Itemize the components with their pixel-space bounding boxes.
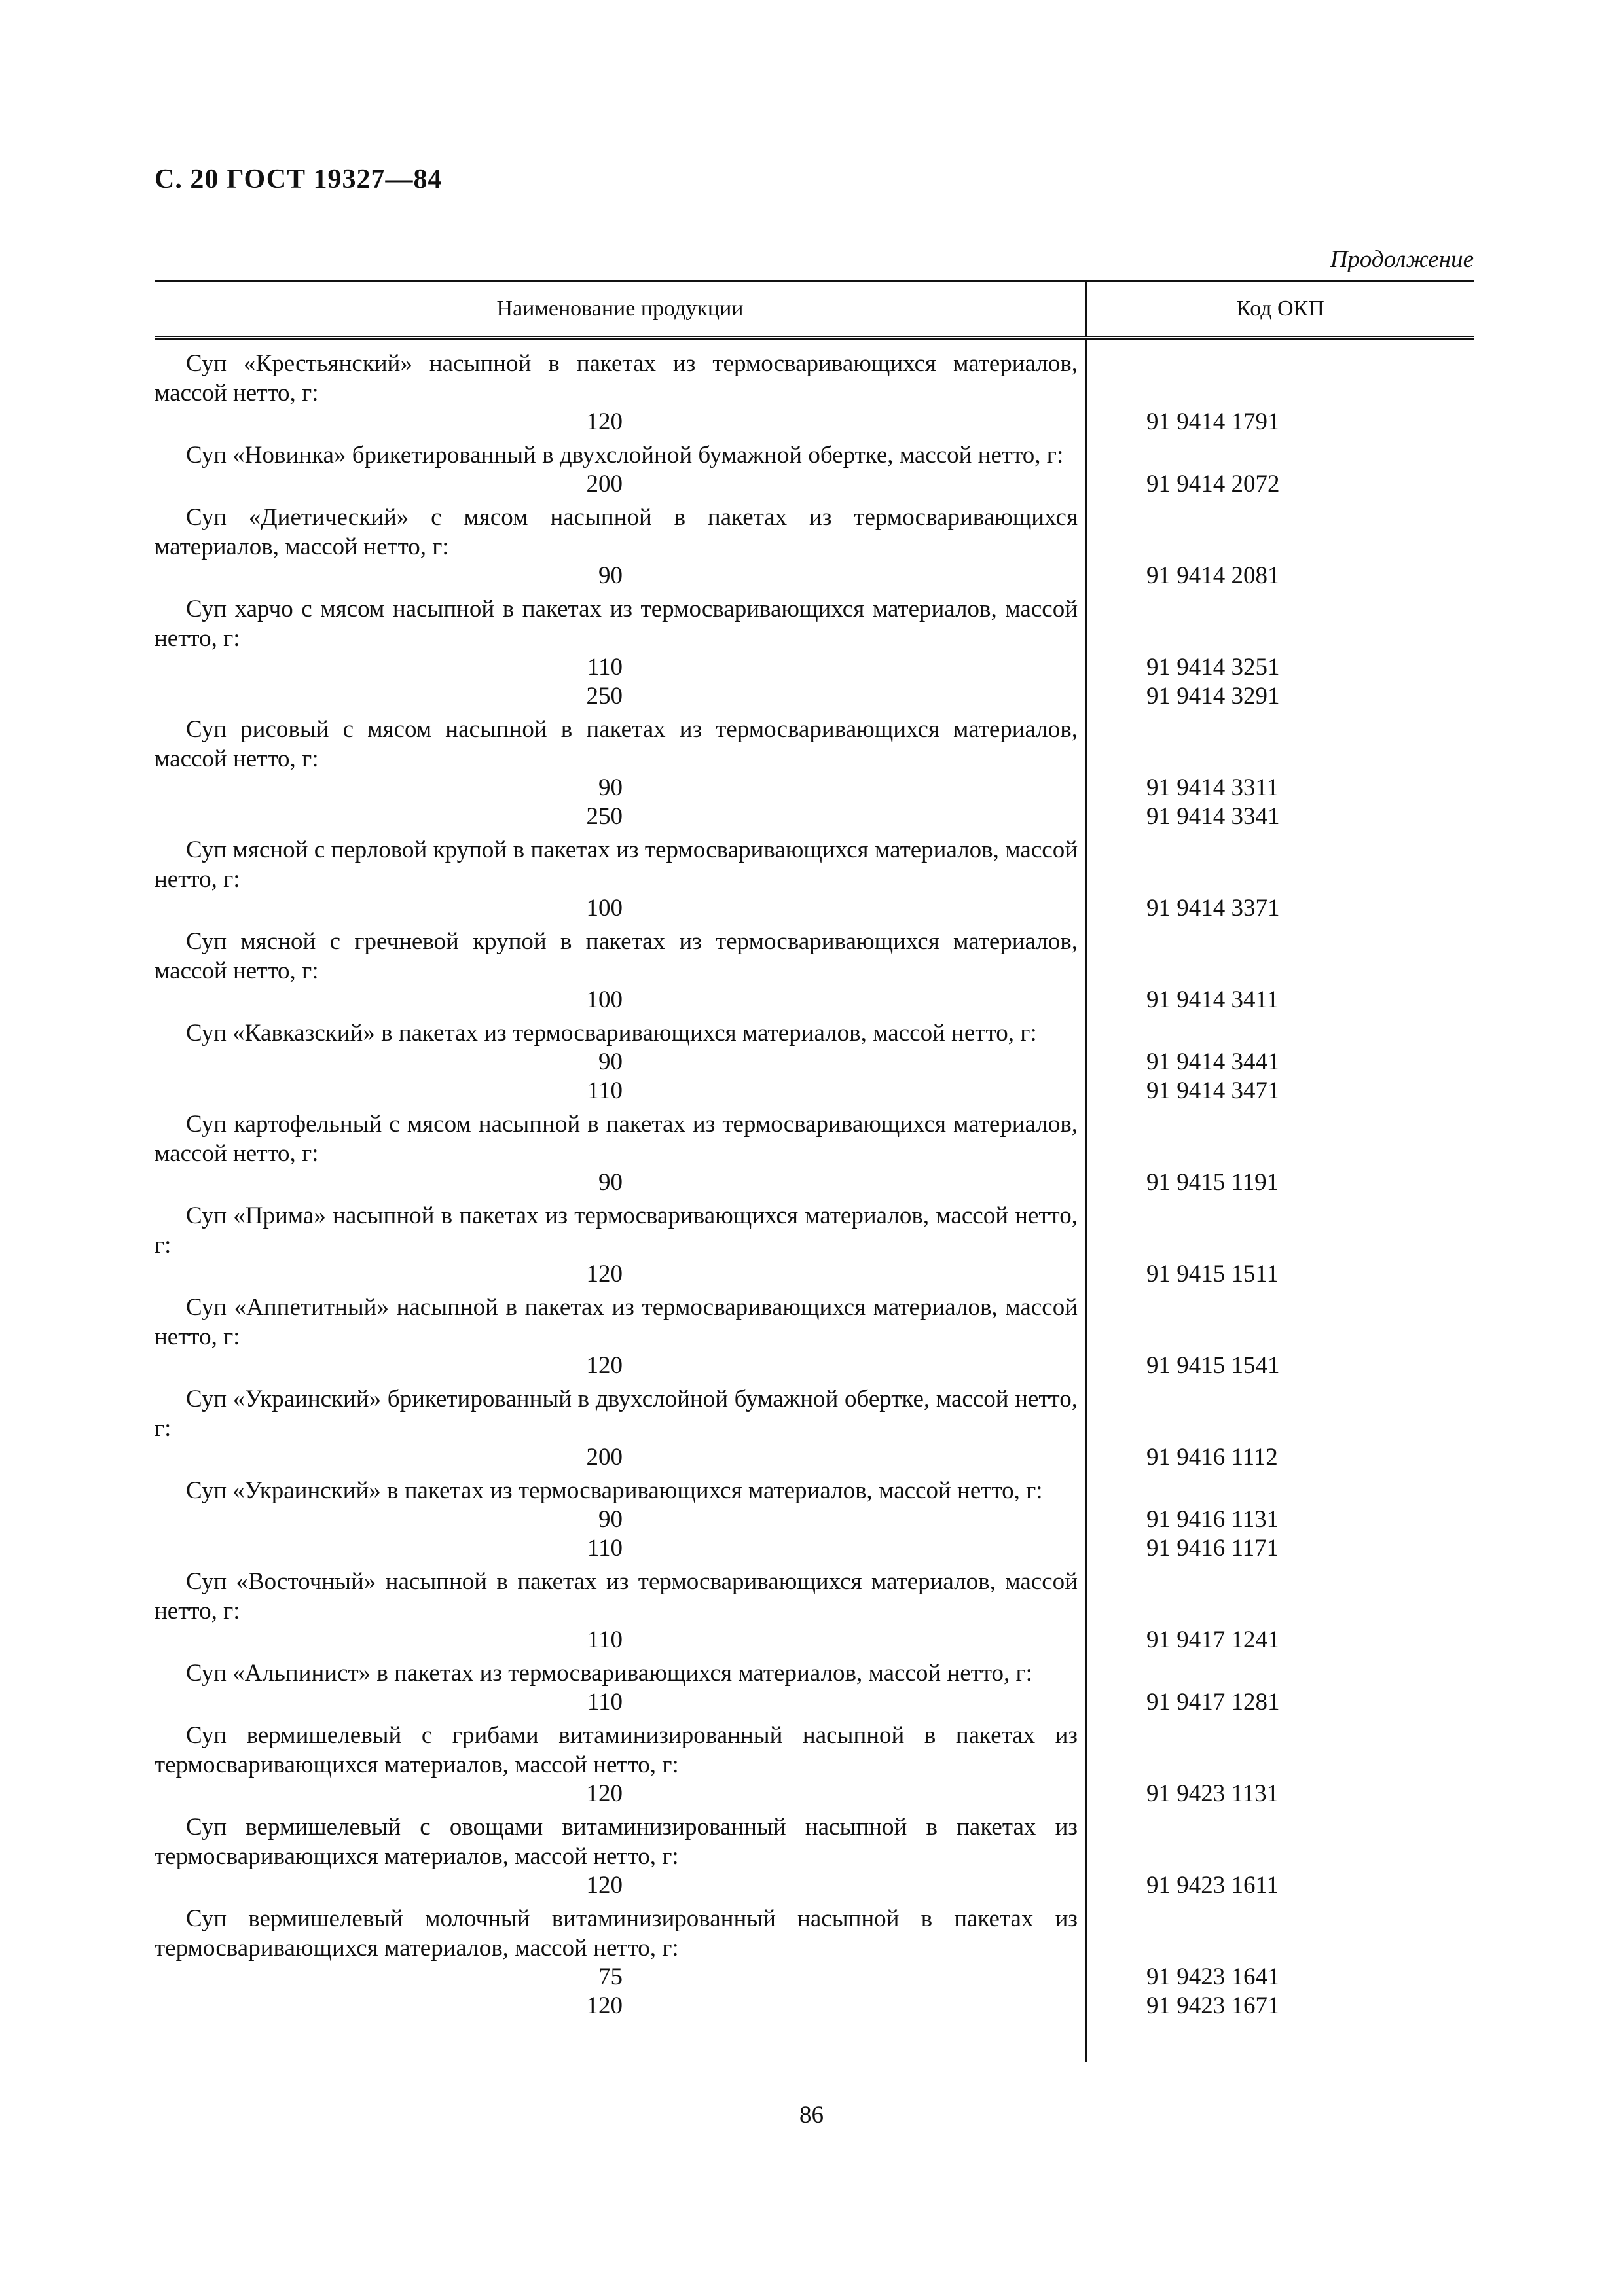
product-description: Суп рисовый с мясом насыпной в пакетах из термосваривающихся материалов, массой нетто, г: [155, 716, 1078, 772]
weight-code-line [155, 1626, 1474, 1655]
okp-code: 91 9423 1671 [1146, 1992, 1280, 2019]
weight-code-line [155, 1048, 1474, 1077]
table-row [155, 831, 1474, 923]
okp-code: 91 9415 1191 [1146, 1169, 1279, 1196]
okp-code: 91 9414 3411 [1146, 986, 1279, 1013]
okp-code: 91 9417 1281 [1146, 1689, 1280, 1715]
product-description: Суп «Аппетитный» насыпной в пакетах из термосваривающихся материалов, массой нетто, г: [155, 1294, 1078, 1350]
net-weight: 110 [587, 1626, 623, 1653]
net-weight: 120 [586, 1992, 623, 2019]
page-header: С. 20 ГОСТ 19327—84 [155, 164, 443, 194]
product-description: Суп «Новинка» брикетированный в двухслойной бумажной обертке, массой нетто, г: [186, 442, 1064, 469]
net-weight: 250 [586, 683, 623, 709]
table-row [155, 711, 1474, 831]
okp-code: 91 9414 3311 [1146, 774, 1279, 801]
weight-code-line [155, 653, 1474, 682]
net-weight: 110 [587, 1689, 623, 1715]
product-description: Суп вермишелевый с овощами витаминизированный насыпной в пакетах из термосваривающихся материалов, массой нетто, г: [155, 1814, 1078, 1870]
table-row [155, 345, 1474, 437]
net-weight: 110 [587, 654, 623, 681]
table-row [155, 1717, 1474, 1808]
weight-code-line [155, 1260, 1474, 1289]
table-row [155, 923, 1474, 1014]
product-description: Суп «Украинский» брикетированный в двухслойной бумажной обертке, массой нетто, г: [155, 1386, 1078, 1442]
weight-code-line [155, 1871, 1474, 1900]
product-description: Суп вермишелевый с грибами витаминизированный насыпной в пакетах из термосваривающихся материалов, массой нетто, г: [155, 1722, 1078, 1778]
okp-code: 91 9414 3471 [1146, 1077, 1280, 1104]
weight-code-line [155, 802, 1474, 831]
column-header-name: Наименование продукции [155, 282, 1087, 336]
net-weight: 90 [598, 1506, 623, 1533]
net-weight: 90 [598, 1049, 623, 1075]
net-weight: 100 [586, 986, 623, 1013]
net-weight: 90 [598, 562, 623, 589]
okp-code: 91 9414 3371 [1146, 895, 1280, 922]
okp-code: 91 9423 1641 [1146, 1964, 1280, 1990]
table-row [155, 1655, 1474, 1717]
net-weight: 200 [586, 1444, 623, 1471]
product-description: Суп «Восточный» насыпной в пакетах из термосваривающихся материалов, массой нетто, г: [155, 1568, 1078, 1624]
product-table [155, 280, 1474, 2020]
table-row [155, 1472, 1474, 1563]
weight-code-line [155, 1505, 1474, 1534]
net-weight: 110 [587, 1535, 623, 1562]
weight-code-line [155, 470, 1474, 499]
weight-code-line [155, 774, 1474, 802]
net-weight: 250 [586, 803, 623, 830]
weight-code-line [155, 1168, 1474, 1197]
net-weight: 120 [586, 408, 623, 435]
okp-code: 91 9423 1131 [1146, 1780, 1279, 1807]
okp-code: 91 9415 1541 [1146, 1352, 1280, 1379]
page-number: 86 [799, 2102, 824, 2128]
okp-code: 91 9414 3291 [1146, 683, 1280, 709]
net-weight: 100 [586, 895, 623, 922]
column-divider [1085, 340, 1087, 2062]
okp-code: 91 9416 1112 [1146, 1444, 1278, 1471]
weight-code-line [155, 986, 1474, 1014]
weight-code-line [155, 562, 1474, 590]
net-weight: 110 [587, 1077, 623, 1104]
okp-code: 91 9416 1131 [1146, 1506, 1279, 1533]
table-row [155, 1808, 1474, 1900]
product-description: Суп «Крестьянский» насыпной в пакетах из термосваривающихся материалов, массой нетто, г: [155, 350, 1078, 406]
table-header [155, 280, 1474, 340]
table-row [155, 1900, 1474, 2020]
table-body [155, 340, 1474, 2020]
table-row [155, 437, 1474, 499]
table-row [155, 1380, 1474, 1472]
net-weight: 90 [598, 1169, 623, 1196]
product-description: Суп «Украинский» в пакетах из термосваривающихся материалов, массой нетто, г: [186, 1477, 1043, 1504]
table-row [155, 1563, 1474, 1655]
okp-code: 91 9414 3341 [1146, 803, 1280, 830]
net-weight: 120 [586, 1780, 623, 1807]
column-header-code: Код ОКП [1236, 296, 1324, 321]
okp-code: 91 9415 1511 [1146, 1261, 1279, 1287]
table-row [155, 499, 1474, 590]
product-description: Суп вермишелевый молочный витаминизированный насыпной в пакетах из термосваривающихся материалов, массой нетто, г: [155, 1905, 1078, 1962]
weight-code-line [155, 1352, 1474, 1380]
net-weight: 120 [586, 1352, 623, 1379]
okp-code: 91 9414 3441 [1146, 1049, 1280, 1075]
weight-code-line [155, 1688, 1474, 1717]
product-description: Суп харчо с мясом насыпной в пакетах из термосваривающихся материалов, массой нетто, г: [155, 596, 1078, 652]
weight-code-line [155, 408, 1474, 437]
net-weight: 120 [586, 1261, 623, 1287]
weight-code-line [155, 1963, 1474, 1992]
weight-code-line [155, 894, 1474, 923]
okp-code: 91 9414 1791 [1146, 408, 1280, 435]
weight-code-line [155, 1534, 1474, 1563]
weight-code-line [155, 1780, 1474, 1808]
weight-code-line [155, 1992, 1474, 2020]
okp-code: 91 9417 1241 [1146, 1626, 1280, 1653]
table-row [155, 590, 1474, 711]
product-description: Суп «Кавказский» в пакетах из термосваривающихся материалов, массой нетто, г: [186, 1020, 1037, 1047]
net-weight: 90 [598, 774, 623, 801]
okp-code: 91 9414 3251 [1146, 654, 1280, 681]
product-description: Суп картофельный с мясом насыпной в пакетах из термосваривающихся материалов, массой нетто, г: [155, 1111, 1078, 1167]
product-description: Суп «Альпинист» в пакетах из термосваривающихся материалов, массой нетто, г: [186, 1660, 1032, 1687]
okp-code: 91 9414 2072 [1146, 471, 1280, 497]
net-weight: 200 [586, 471, 623, 497]
weight-code-line [155, 682, 1474, 711]
table-row [155, 1014, 1474, 1105]
product-description: Суп «Прима» насыпной в пакетах из термосваривающихся материалов, массой нетто, г: [155, 1202, 1078, 1259]
okp-code: 91 9416 1171 [1146, 1535, 1279, 1562]
net-weight: 120 [586, 1872, 623, 1899]
net-weight: 75 [598, 1964, 623, 1990]
okp-code: 91 9423 1611 [1146, 1872, 1279, 1899]
weight-code-line [155, 1077, 1474, 1105]
product-description: Суп «Диетический» с мясом насыпной в пакетах из термосваривающихся материалов, массой нетто, г: [155, 504, 1078, 560]
table-row [155, 1289, 1474, 1380]
continuation-label: Продолжение [1330, 246, 1474, 273]
product-description: Суп мясной с перловой крупой в пакетах из термосваривающихся материалов, массой нетто, г: [155, 836, 1078, 893]
weight-code-line [155, 1443, 1474, 1472]
table-row [155, 1197, 1474, 1289]
product-description: Суп мясной с гречневой крупой в пакетах из термосваривающихся материалов, массой нетто, г: [155, 928, 1078, 984]
table-row [155, 1105, 1474, 1197]
okp-code: 91 9414 2081 [1146, 562, 1280, 589]
